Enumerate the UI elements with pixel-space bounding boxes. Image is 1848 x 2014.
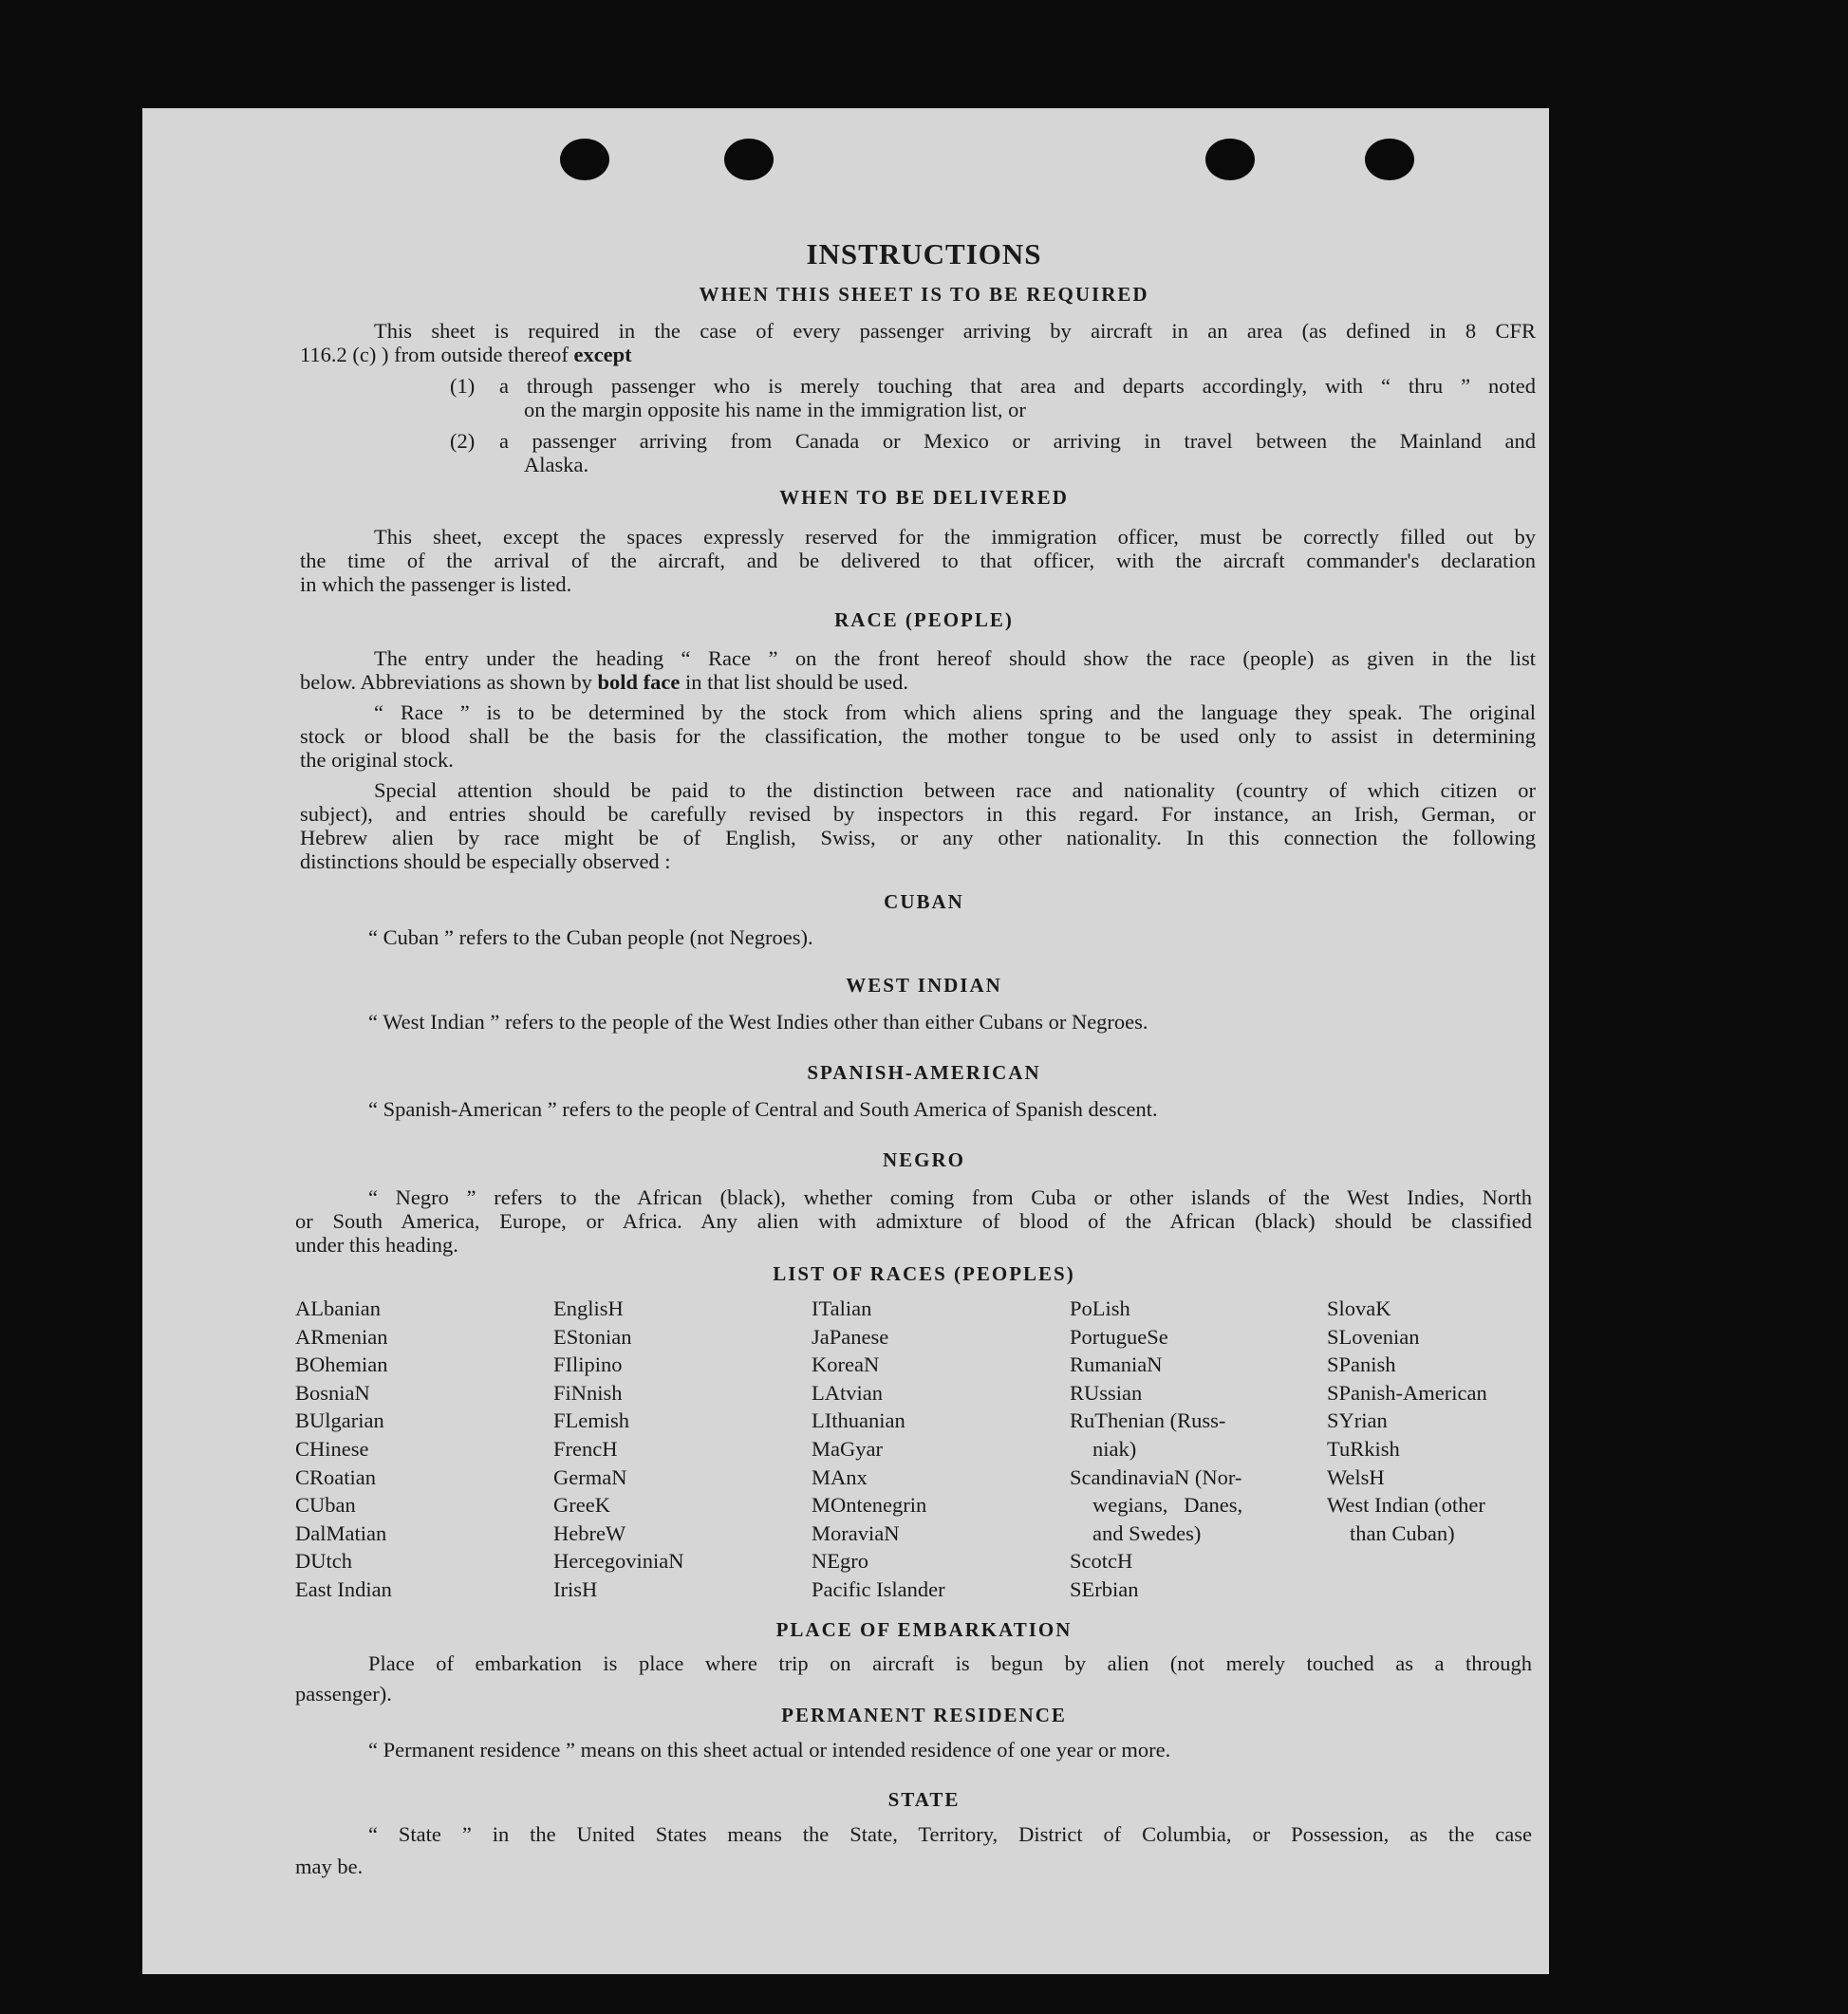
race-list-item: RuThenian (Russ- <box>1070 1408 1226 1433</box>
race-p1-line2: below. Abbreviations as shown by bold face in that list should be used. <box>300 670 909 694</box>
race-list-item: HebreW <box>553 1520 626 1545</box>
race-list-item: FiNnish <box>553 1380 623 1405</box>
required-item2-line1: a passenger arriving from Canada or Mexico or arriving in travel between the Mainland and <box>499 429 1536 453</box>
required-intro-line1: This sheet is required in the case of every passenger arriving by aircraft in an area (as defined in 8 CFR <box>374 319 1536 343</box>
punch-hole <box>1365 139 1414 180</box>
race-p1-line1: The entry under the heading “ Race ” on the front hereof should show the race (people) as given in the list <box>374 646 1536 670</box>
race-list-item: DalMatian <box>295 1520 387 1545</box>
race-list-item: PortugueSe <box>1070 1324 1168 1349</box>
punch-hole <box>1205 139 1255 180</box>
race-list-item: SLovenian <box>1327 1324 1420 1349</box>
race-list-item: ARmenian <box>295 1324 388 1349</box>
section-heading-state: STATE <box>887 1788 961 1811</box>
section-heading-race: RACE (PEOPLE) <box>834 608 1014 631</box>
race-list-column-5 <box>1327 1295 1487 1547</box>
race-list-item: DUtch <box>295 1549 352 1574</box>
section-heading-residence: PERMANENT RESIDENCE <box>781 1704 1067 1726</box>
race-list-item: than Cuban) <box>1350 1520 1455 1545</box>
section-heading-embarkation: PLACE OF EMBARKATION <box>775 1618 1073 1641</box>
race-p2-line2: stock or blood shall be the basis for the classification, the mother tongue to be used only to assist in determining <box>300 724 1536 748</box>
race-list-item: GermaN <box>553 1464 627 1489</box>
race-list-item: East Indian <box>295 1576 392 1601</box>
race-list-item: TuRkish <box>1327 1436 1400 1461</box>
race-list-item: CRoatian <box>295 1464 376 1489</box>
race-list-item: SErbian <box>1070 1576 1139 1601</box>
required-item2-number: (2) <box>450 429 476 453</box>
cuban-text: “ Cuban ” refers to the Cuban people (not Negroes). <box>368 925 813 949</box>
race-list-item: CHinese <box>295 1436 369 1461</box>
section-heading-negro: NEGRO <box>882 1148 965 1171</box>
race-list-column-3 <box>812 1295 945 1604</box>
race-p3-line1: Special attention should be paid to the distinction between race and nationality (country of which citizen or <box>374 778 1536 802</box>
race-list-item: LIthuanian <box>812 1408 905 1433</box>
section-heading-west-indian: WEST INDIAN <box>846 974 1002 997</box>
race-list-item: GreeK <box>553 1493 610 1518</box>
race-list-item: BOhemian <box>295 1352 388 1377</box>
race-list-item: CUban <box>295 1493 356 1518</box>
race-list-column-4 <box>1070 1295 1242 1604</box>
race-p2-line3: the original stock. <box>300 748 454 772</box>
race-list-item: FIlipino <box>553 1352 623 1377</box>
residence-text: “ Permanent residence ” means on this sheet actual or intended residence of one year or more. <box>368 1738 1171 1762</box>
race-list-column-1 <box>295 1295 392 1604</box>
race-list-column-2 <box>553 1295 683 1604</box>
race-list-item: Pacific Islander <box>812 1576 945 1601</box>
race-list-item: KoreaN <box>812 1352 880 1377</box>
race-list-item: SPanish <box>1327 1352 1396 1377</box>
race-list-item: MaGyar <box>812 1436 883 1461</box>
race-list-item: FLemish <box>553 1408 630 1433</box>
race-list-item: IrisH <box>553 1576 598 1601</box>
race-list-item: FrencH <box>553 1436 618 1461</box>
race-list-item: MOntenegrin <box>812 1493 927 1518</box>
race-list-item: West Indian (other <box>1327 1493 1485 1518</box>
race-list-item: BUlgarian <box>295 1408 384 1433</box>
race-list-item: ITalian <box>812 1296 872 1320</box>
race-list-item: ScandinaviaN (Nor- <box>1070 1464 1242 1489</box>
race-list-item: ALbanian <box>295 1296 381 1320</box>
delivered-line2: the time of the arrival of the aircraft, and be delivered to that officer, with the aircraft commander's declaration <box>300 549 1536 572</box>
delivered-line3: in which the passenger is listed. <box>300 572 572 596</box>
race-list-item: JaPanese <box>812 1324 889 1349</box>
race-list-item: PoLish <box>1070 1296 1130 1320</box>
race-list-item: and Swedes) <box>1092 1520 1202 1545</box>
race-list-item: MoraviaN <box>812 1520 900 1545</box>
punch-hole <box>724 139 774 180</box>
race-list-item: EStonian <box>553 1324 632 1349</box>
race-list-item: MAnx <box>812 1464 868 1489</box>
race-list-item: LAtvian <box>812 1380 883 1405</box>
section-heading-spanish-american: SPANISH-AMERICAN <box>807 1061 1041 1084</box>
race-list-item: HercegoviniaN <box>553 1549 684 1574</box>
race-list-item: RumaniaN <box>1070 1352 1163 1377</box>
embarkation-line1: Place of embarkation is place where trip on aircraft is begun by alien (not merely touched as a through <box>368 1651 1532 1675</box>
race-list-item: SYrian <box>1327 1408 1388 1433</box>
race-list-item: NEgro <box>812 1549 868 1574</box>
race-p2-line1: “ Race ” is to be determined by the stock from which aliens spring and the language they speak. The original <box>374 700 1536 724</box>
negro-line2: or South America, Europe, or Africa. Any alien with admixture of blood of the African (black) should be classified <box>295 1209 1532 1233</box>
section-heading-required: WHEN THIS SHEET IS TO BE REQUIRED <box>699 283 1149 306</box>
section-heading-delivered: WHEN TO BE DELIVERED <box>779 486 1069 509</box>
delivered-line1: This sheet, except the spaces expressly reserved for the immigration officer, must be correctly filled out by <box>374 525 1536 549</box>
race-list-item: WelsH <box>1327 1464 1385 1489</box>
race-list-item: EnglisH <box>553 1296 624 1320</box>
race-list-item: niak) <box>1092 1436 1137 1461</box>
race-list-item: SlovaK <box>1327 1296 1391 1320</box>
race-p3-line3: Hebrew alien by race might be of English, Swiss, or any other nationality. In this connection the following <box>300 826 1536 849</box>
race-list-item: ScotcH <box>1070 1549 1133 1574</box>
state-line1: “ State ” in the United States means the State, Territory, District of Columbia, or Possession, as the case <box>368 1822 1532 1846</box>
punch-hole <box>560 139 609 180</box>
negro-line3: under this heading. <box>295 1233 458 1257</box>
race-list-item: wegians, Danes, <box>1092 1493 1243 1518</box>
race-list-item: RUssian <box>1070 1380 1143 1405</box>
negro-line1: “ Negro ” refers to the African (black), whether coming from Cuba or other islands of the West Indies, North <box>368 1185 1532 1209</box>
required-item2-line2: Alaska. <box>524 453 589 476</box>
embarkation-line2: passenger). <box>295 1682 392 1706</box>
race-p3-line2: subject), and entries should be carefully revised by inspectors in this regard. For instance, an Irish, German, or <box>300 802 1536 826</box>
required-item1-line1: a through passenger who is merely touching that area and departs accordingly, with “ thru ” noted <box>499 374 1536 398</box>
race-list-item: SPanish-American <box>1327 1380 1487 1405</box>
required-item1-number: (1) <box>450 374 476 398</box>
required-item1-line2: on the margin opposite his name in the immigration list, or <box>524 398 1026 421</box>
page-title: INSTRUCTIONS <box>806 237 1042 270</box>
west-indian-text: “ West Indian ” refers to the people of the West Indies other than either Cubans or Negroes. <box>368 1010 1148 1034</box>
state-line2: may be. <box>295 1855 364 1878</box>
race-list-item: BosniaN <box>295 1380 370 1405</box>
section-heading-cuban: CUBAN <box>884 890 964 913</box>
race-p3-line4: distinctions should be especially observed : <box>300 849 671 873</box>
section-heading-list: LIST OF RACES (PEOPLES) <box>773 1262 1075 1285</box>
required-intro-line2: 116.2 (c) ) from outside thereof except <box>300 343 632 366</box>
spanish-american-text: “ Spanish-American ” refers to the people of Central and South America of Spanish descent. <box>368 1097 1158 1121</box>
